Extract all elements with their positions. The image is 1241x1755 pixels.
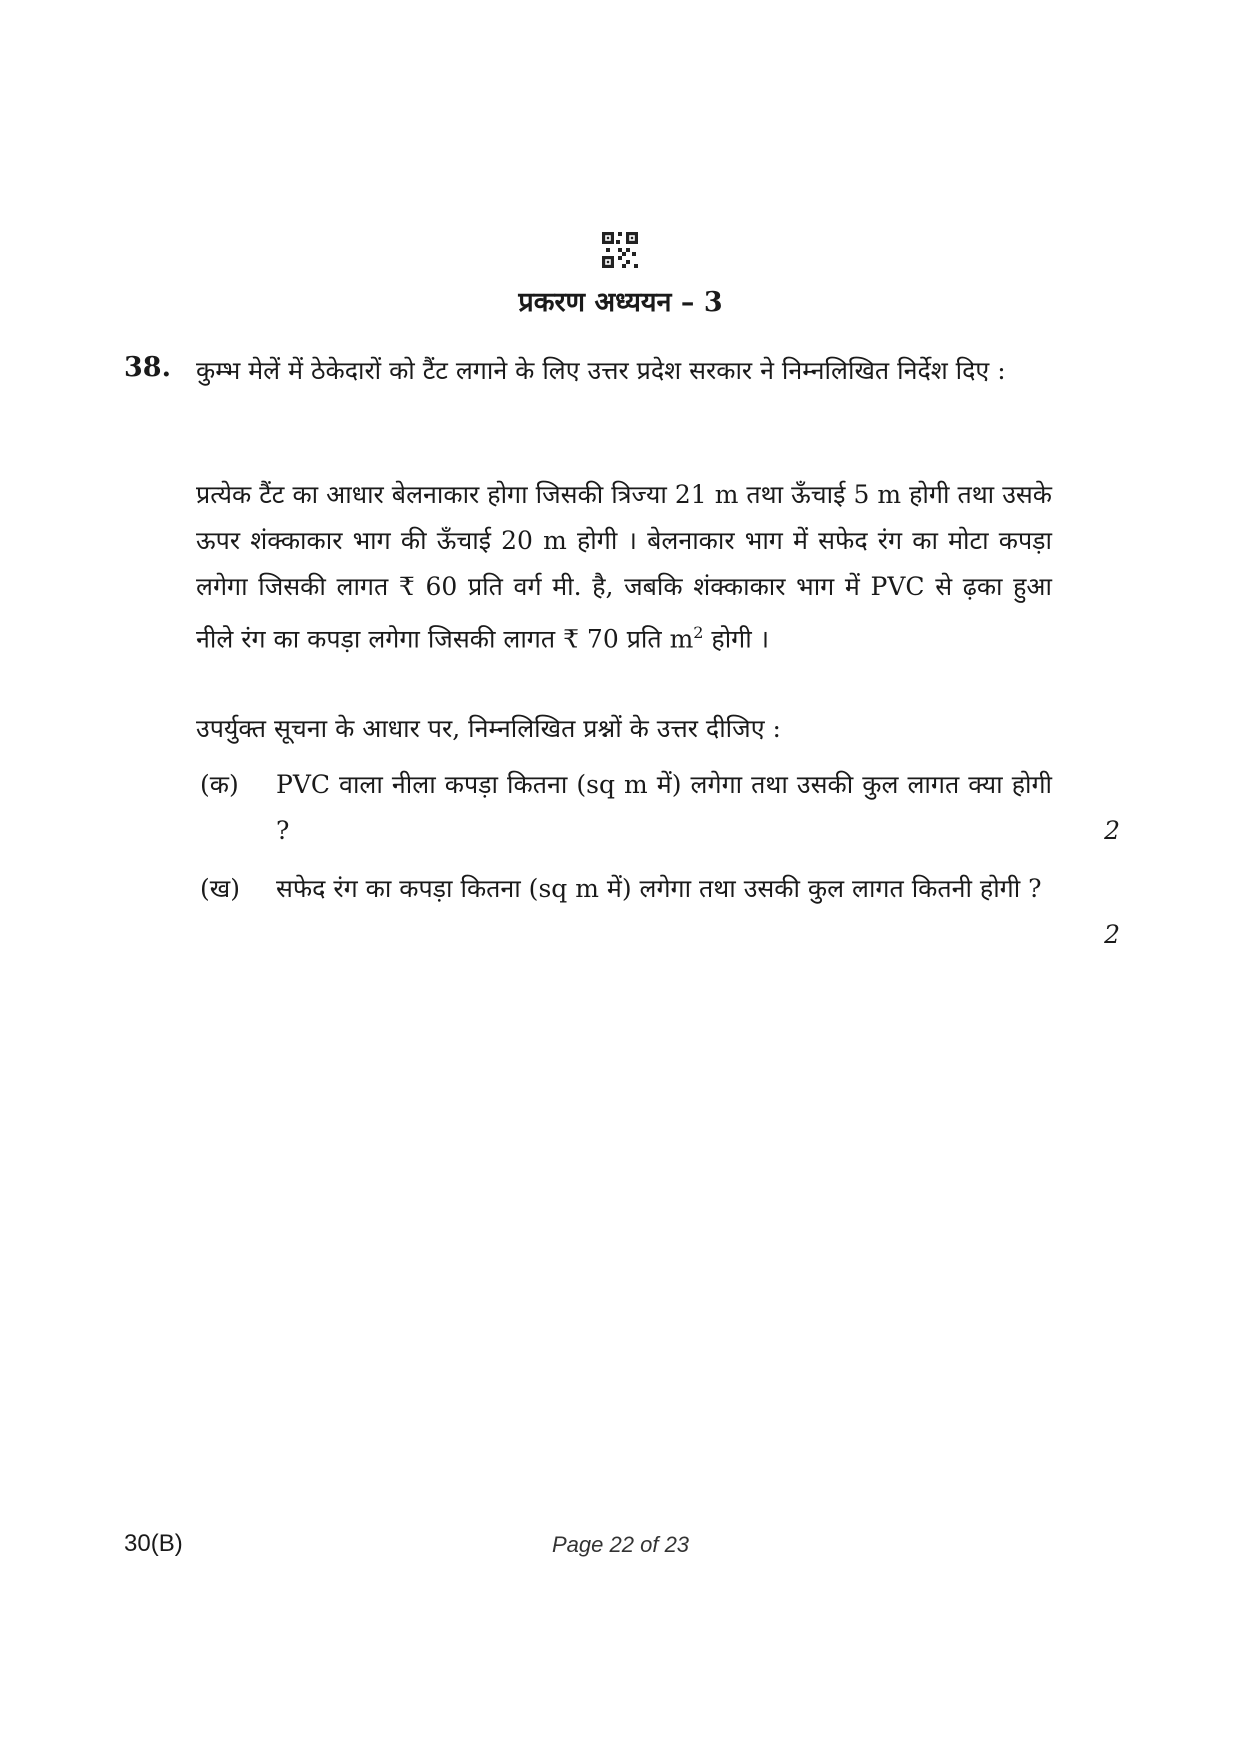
part-a-label: (क) — [200, 770, 239, 799]
paper-code: 30(B) — [124, 1530, 183, 1557]
page-total: 23 — [664, 1532, 690, 1557]
part-a-text: PVC वाला नीला कपड़ा कितना (sq m में) लगेगा तथा उसकी कुल लागत क्या होगी ? — [276, 770, 1052, 845]
question-body — [196, 472, 1052, 662]
question-body-end: होगी । — [703, 624, 770, 654]
page-current: 22 — [609, 1532, 634, 1557]
page-of: of — [640, 1532, 659, 1557]
superscript-two: 2 — [693, 623, 704, 642]
part-b-label: (ख) — [200, 874, 240, 903]
question-body-main: प्रत्येक टैंट का आधार बेलनाकार होगा जिसकी त्रिज्या 21 m तथा ऊँचाई 5 m होगी तथा उसके ऊपर शंक्काकार भाग की ऊँचाई 20 m होगी । बेलनाकार भाग में सफेद रंग का मोटा कपड़ा लगेगा जिसकी लागत ₹ 60 प्रति वर्ग मी. है, जबकि शंक्काकार भाग में PVC से ढ़का हुआ नीले रंग का कपड़ा लगेगा जिसकी लागत ₹ 70 प्रति m — [196, 480, 1052, 654]
part-b-text: सफेद रंग का कपड़ा कितना (sq m में) लगेगा तथा उसकी कुल लागत कितनी होगी ? — [276, 874, 1042, 903]
page-number — [0, 1532, 1241, 1558]
part-b-marks: 2 — [1104, 920, 1120, 949]
part-a-marks: 2 — [1104, 816, 1120, 845]
question-intro: कुम्भ मेलें में ठेकेदारों को टैंट लगाने के लिए उत्तर प्रदेश सरकार ने निम्नलिखित निर्देश दिए : — [196, 356, 1006, 385]
question-instruction: उपर्युक्त सूचना के आधार पर, निम्नलिखित प्रश्नों के उत्तर दीजिए : — [196, 714, 781, 743]
page-word: Page — [551, 1532, 604, 1557]
qr-code-icon — [602, 232, 638, 268]
section-title: प्रकरण अध्ययन – 3 — [518, 287, 723, 318]
question-number: 38. — [124, 352, 171, 383]
